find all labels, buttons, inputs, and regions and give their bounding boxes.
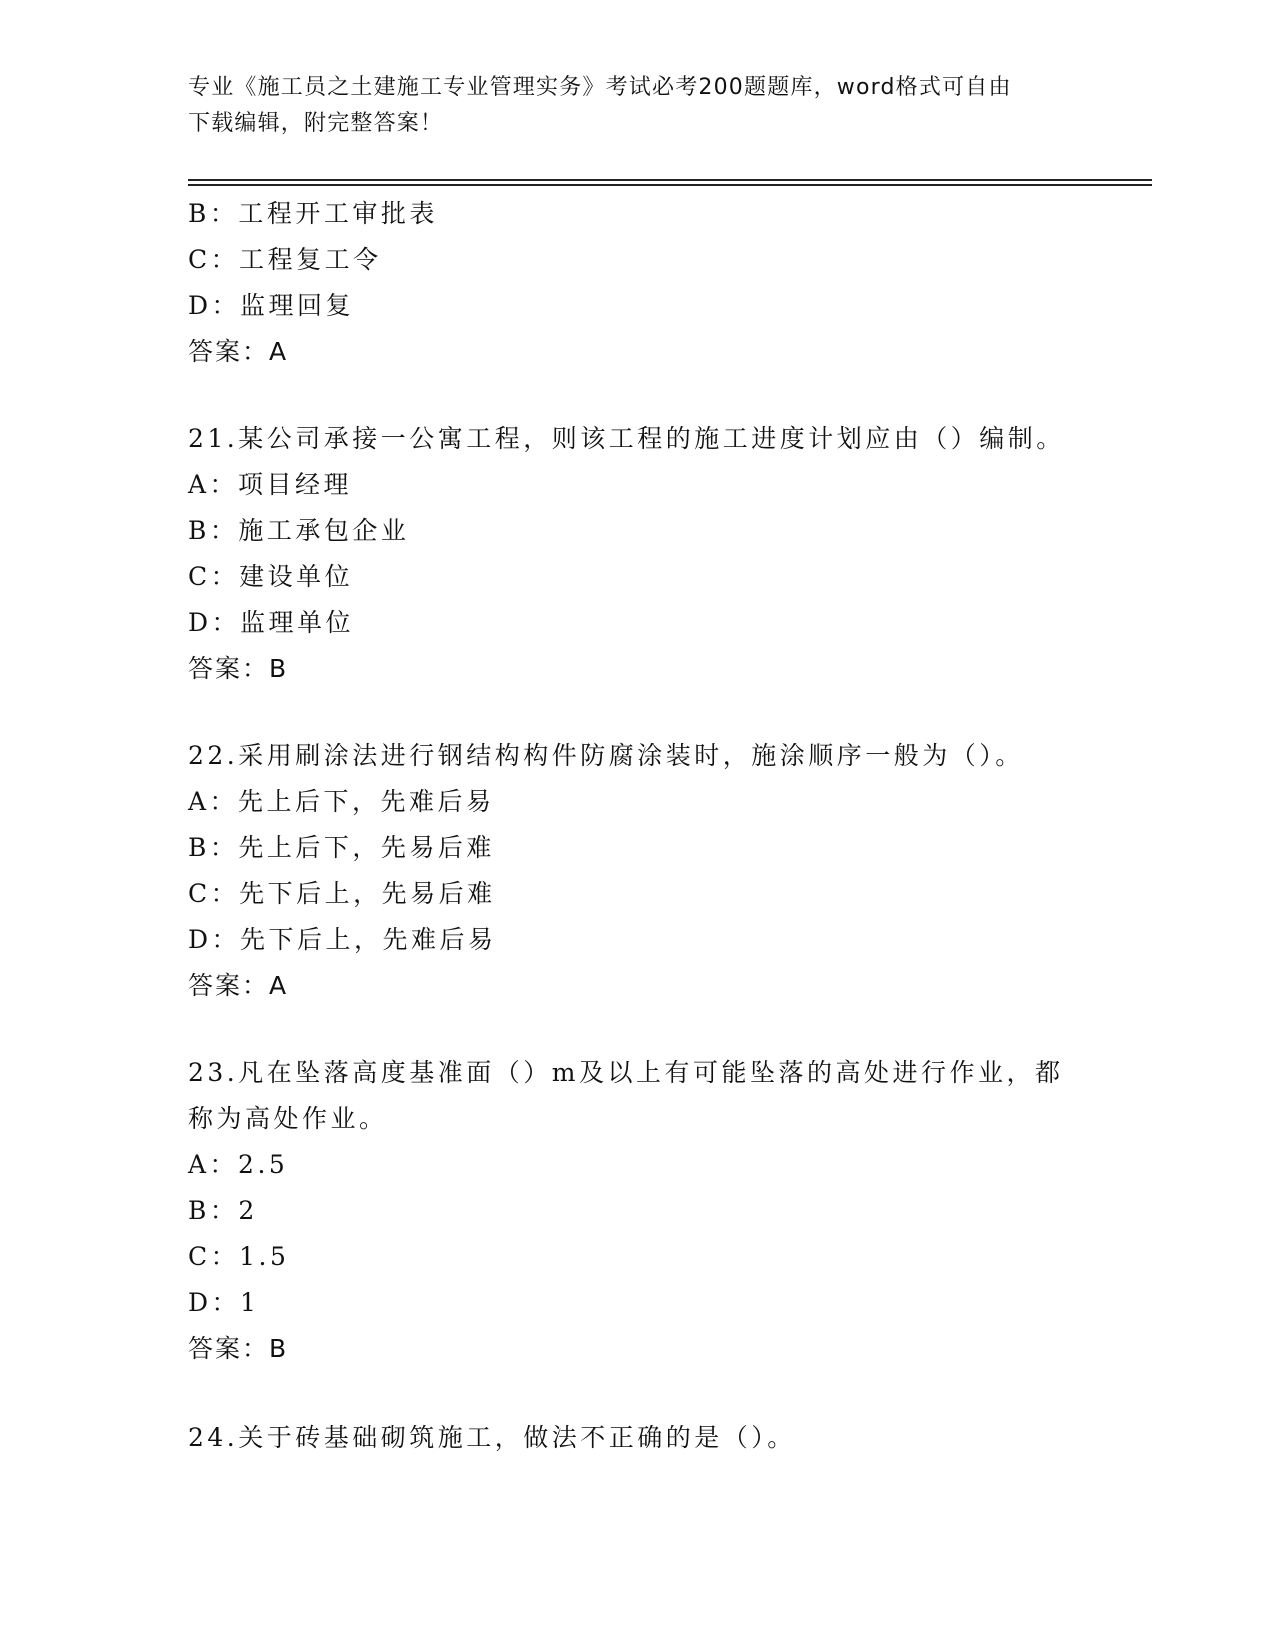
spacer bbox=[188, 692, 1088, 733]
question-20-continued bbox=[188, 191, 1088, 375]
option-b: B：2 bbox=[188, 1196, 258, 1225]
spacer bbox=[188, 1372, 1088, 1415]
question-stem-line-2: 称为高处作业。 bbox=[188, 1104, 388, 1133]
option-a: A：项目经理 bbox=[188, 470, 353, 499]
option-d: D：先下后上，先难后易 bbox=[188, 925, 497, 954]
question-stem: 21.某公司承接一公寓工程，则该工程的施工进度计划应由（）编制。 bbox=[188, 424, 1065, 453]
header-line-1: 专业《施工员之土建施工专业管理实务》考试必考200题题库，word格式可自由 bbox=[188, 75, 1012, 100]
document-header bbox=[188, 70, 1068, 142]
header-line-2: 下载编辑，附完整答案！ bbox=[188, 111, 444, 136]
option-a: A：2.5 bbox=[188, 1150, 289, 1179]
answer: 答案：B bbox=[188, 654, 289, 683]
option-b: B：工程开工审批表 bbox=[188, 199, 438, 228]
option-c: C：1.5 bbox=[188, 1242, 290, 1271]
question-24 bbox=[188, 1415, 1088, 1461]
answer: 答案：A bbox=[188, 971, 289, 1000]
answer: 答案：A bbox=[188, 337, 289, 366]
question-content bbox=[188, 191, 1088, 1461]
option-c: C：先下后上，先易后难 bbox=[188, 879, 496, 908]
option-c: C：建设单位 bbox=[188, 562, 354, 591]
option-b: B：先上后下，先易后难 bbox=[188, 833, 495, 862]
option-d: D：1 bbox=[188, 1288, 260, 1317]
option-b: B：施工承包企业 bbox=[188, 516, 410, 545]
option-a: A：先上后下，先难后易 bbox=[188, 787, 495, 816]
header-divider-bottom bbox=[188, 184, 1152, 186]
question-stem: 22.采用刷涂法进行钢结构构件防腐涂装时，施涂顺序一般为（）。 bbox=[188, 741, 1024, 770]
question-22 bbox=[188, 733, 1088, 1009]
answer: 答案：B bbox=[188, 1334, 289, 1363]
spacer bbox=[188, 375, 1088, 416]
question-stem: 24.关于砖基础砌筑施工，做法不正确的是（）。 bbox=[188, 1423, 796, 1452]
question-stem-line-1: 23.凡在坠落高度基准面（）m及以上有可能坠落的高处进行作业，都 bbox=[188, 1058, 1064, 1087]
option-d: D：监理回复 bbox=[188, 291, 355, 320]
option-c: C：工程复工令 bbox=[188, 245, 382, 274]
header-divider-top bbox=[188, 179, 1152, 181]
question-23 bbox=[188, 1050, 1088, 1372]
option-d: D：监理单位 bbox=[188, 608, 355, 637]
question-21 bbox=[188, 416, 1088, 692]
spacer bbox=[188, 1009, 1088, 1050]
